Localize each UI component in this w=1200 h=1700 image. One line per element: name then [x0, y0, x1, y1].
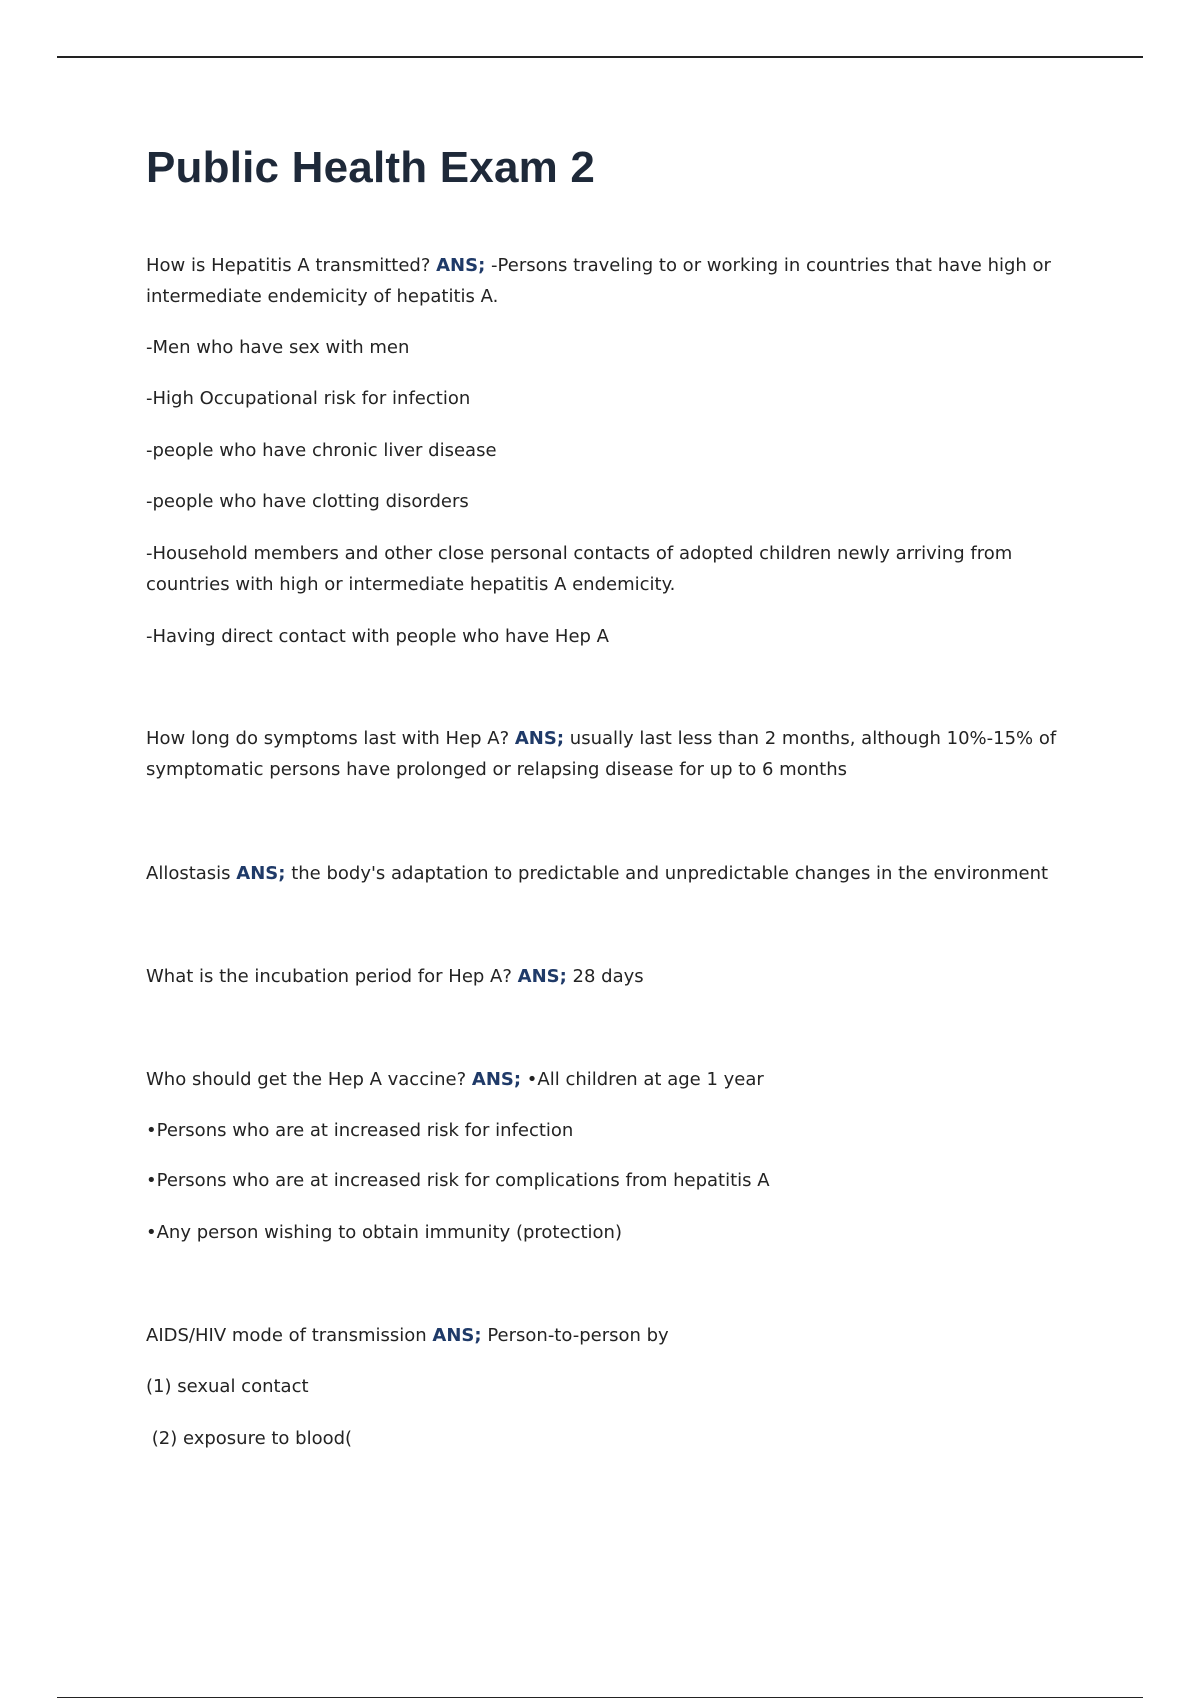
answer-line: (1) sexual contact	[146, 1376, 309, 1397]
answer-line: -Men who have sex with men	[146, 337, 410, 358]
answer-marker: ANS;	[471, 1069, 522, 1090]
question-text: Allostasis	[146, 863, 231, 884]
question-text: Who should get the Hep A vaccine?	[146, 1069, 467, 1090]
answer-line: -people who have chronic liver disease	[146, 440, 497, 461]
answer-line: -High Occupational risk for infection	[146, 388, 471, 409]
qa-question-line	[146, 250, 1066, 312]
question-text: What is the incubation period for Hep A?	[146, 966, 512, 987]
footer-rule	[57, 1697, 1143, 1698]
answer-text: Person-to-person by	[487, 1325, 669, 1346]
answer-line: •Persons who are at increased risk for infection	[146, 1120, 574, 1141]
question-text: How long do symptoms last with Hep A?	[146, 728, 510, 749]
qa-question-line	[146, 1064, 1066, 1095]
answer-marker: ANS;	[432, 1325, 482, 1346]
qa-question-line	[146, 858, 1066, 889]
answer-marker: ANS;	[436, 255, 486, 276]
answer-text: -Persons traveling to or working in countries that have high or intermediate endemicity of hepatitis A.	[146, 255, 1051, 307]
answer-line: -Household members and other close personal contacts of adopted children newly arriving from countries with high or intermediate hepatitis A endemicity.	[146, 543, 1013, 595]
page-title: Public Health Exam 2	[146, 143, 596, 192]
qa-question-line	[146, 961, 1066, 992]
question-text: How is Hepatitis A transmitted?	[146, 255, 431, 276]
qa-question-line	[146, 723, 1066, 785]
answer-text: usually last less than 2 months, although 10%-15% of symptomatic persons have prolonged or relapsing disease for up to 6 months	[146, 728, 1057, 780]
answer-line: (2) exposure to blood(	[146, 1428, 353, 1449]
answer-marker: ANS;	[236, 863, 286, 884]
qa-question-line	[146, 1320, 1066, 1351]
answer-marker: ANS;	[517, 966, 567, 987]
answer-marker: ANS;	[514, 728, 565, 749]
answer-text: the body's adaptation to predictable and unpredictable changes in the environment	[291, 863, 1049, 884]
answer-line: -Having direct contact with people who have Hep A	[146, 626, 609, 647]
header-rule	[57, 56, 1143, 58]
question-text: AIDS/HIV mode of transmission	[146, 1325, 427, 1346]
answer-line: •Persons who are at increased risk for complications from hepatitis A	[146, 1170, 770, 1191]
answer-text: •All children at age 1 year	[526, 1069, 764, 1090]
answer-text: 28 days	[572, 966, 644, 987]
answer-line: -people who have clotting disorders	[146, 491, 469, 512]
answer-line: •Any person wishing to obtain immunity (protection)	[146, 1222, 622, 1243]
